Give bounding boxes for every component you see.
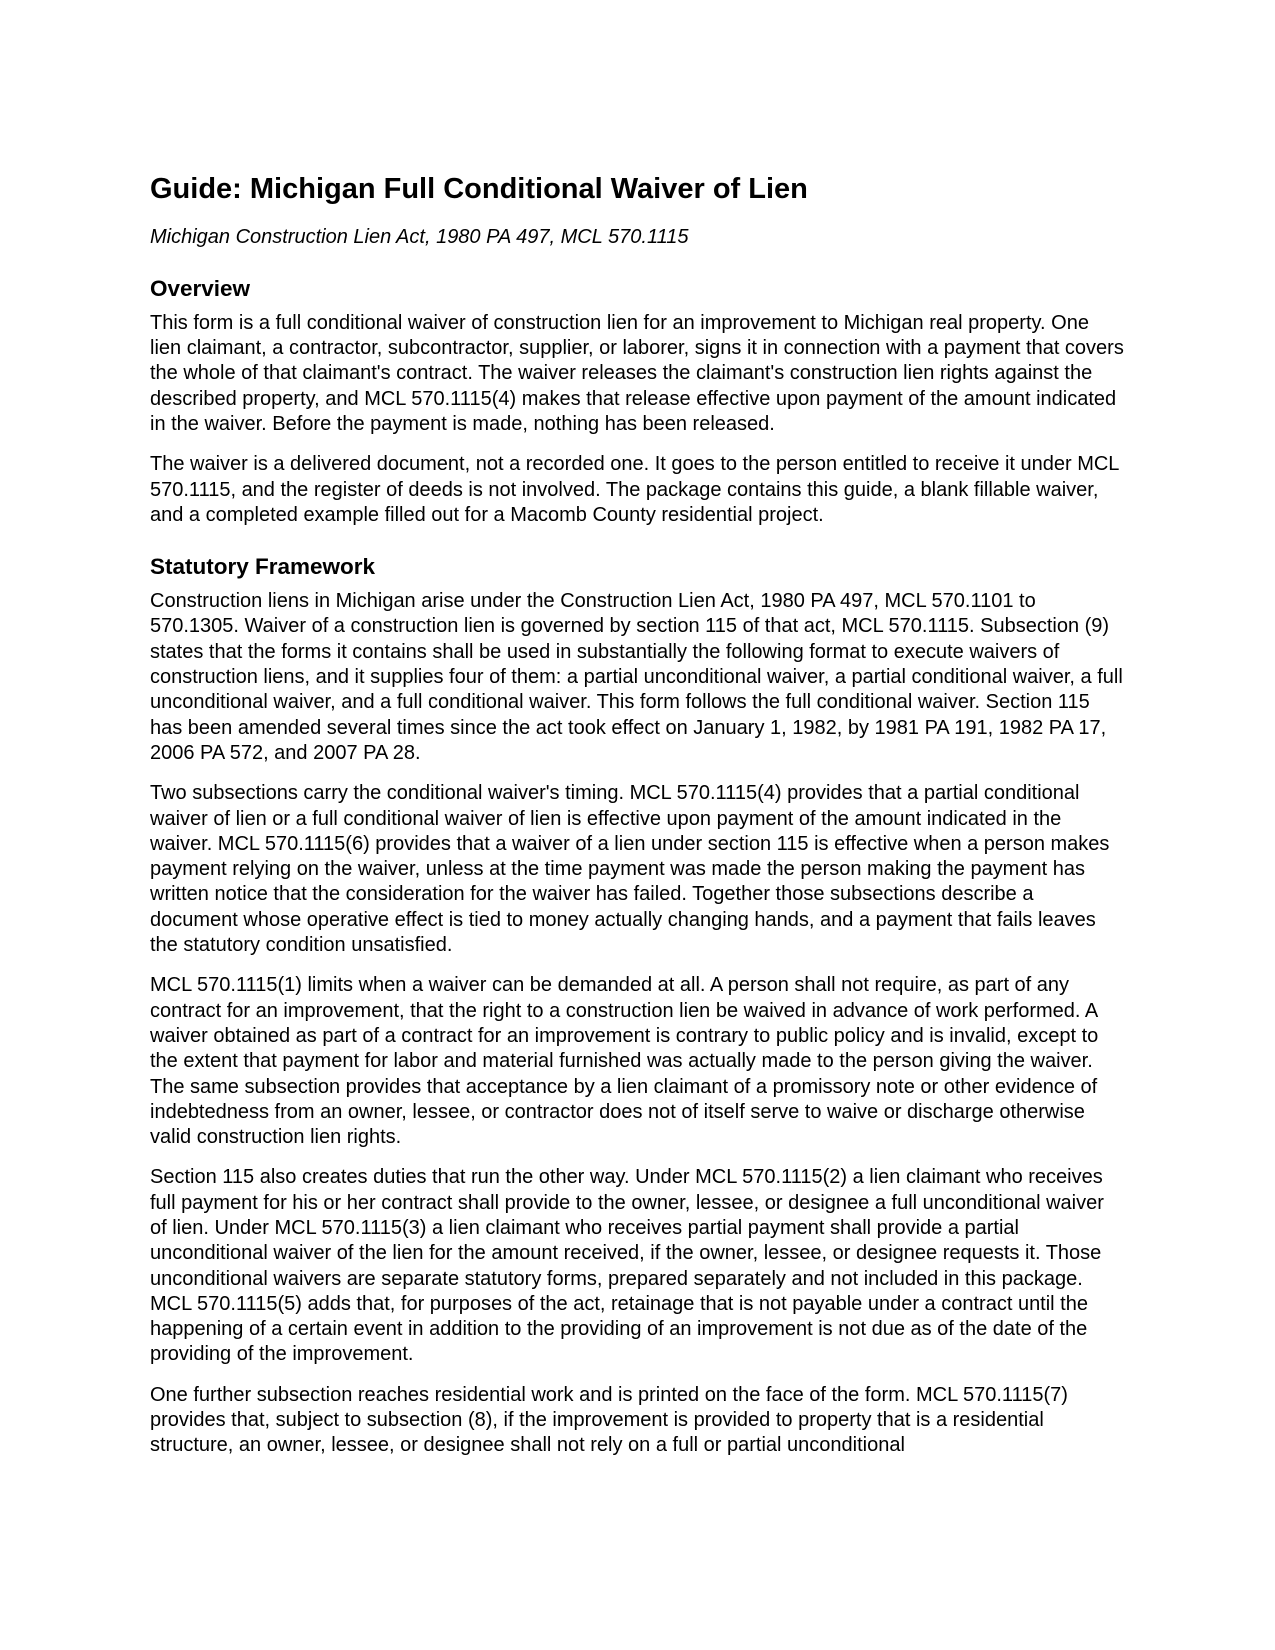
framework-paragraph: One further subsection reaches residential work and is printed on the face of the form. MCL 570.1115(7) provides that, subject to subsection (8), if the improvement is provided to property that is a residential structure, an owner, lessee, or designee shall not rely on a full or partial unconditional <box>150 1383 1068 1457</box>
framework-paragraph: Section 115 also creates duties that run the other way. Under MCL 570.1115(2) a lien claimant who receives full payment for his or her contract shall provide to the owner, lessee, or designee a full unconditional waiver of lien. Under MCL 570.1115(3) a lien claimant who receives partial payment shall provide a partial unconditional waiver of the lien for the amount received, if the owner, lessee, or designee requests it. Those unconditional waivers are separate statutory forms, prepared separately and not included in this package. MCL 570.1115(5) adds that, for purposes of the act, retainage that is not payable under a contract until the happening of a certain event in addition to the providing of an improvement is not due as of the date of the providing of the improvement. <box>150 1166 1104 1366</box>
framework-paragraph: MCL 570.1115(1) limits when a waiver can be demanded at all. A person shall not require, as part of any contract for an improvement, that the right to a construction lien be waived in advance of work performed. A waiver obtained as part of a contract for an improvement is contrary to public policy and is invalid, except to the extent that payment for labor and material furnished was actually made to the person giving the waiver. The same subsection provides that acceptance by a lien claimant of a promissory note or other evidence of indebtedness from an owner, lessee, or contractor does not of itself serve to waive or discharge otherwise valid construction lien rights. <box>150 974 1099 1149</box>
overview-section <box>150 275 1125 528</box>
framework-heading: Statutory Framework <box>150 554 376 580</box>
framework-section <box>150 553 1125 1459</box>
framework-paragraph: Construction liens in Michigan arise under the Construction Lien Act, 1980 PA 497, MCL 570.1101 to 570.1305. Waiver of a construction lien is governed by section 115 of that act, MCL 570.1115. Subsection (9) states that the forms it contains shall be used in substantially the following format to execute waivers of construction liens, and it supplies four of them: a partial unconditional waiver, a partial conditional waiver, a full unconditional waiver, and a full conditional waiver. This form follows the full conditional waiver. Section 115 has been amended several times since the act took effect on January 1, 1982, by 1981 PA 191, 1982 PA 17, 2006 PA 572, and 2007 PA 28. <box>150 590 1123 764</box>
overview-heading: Overview <box>150 275 251 301</box>
page-title: Guide: Michigan Full Conditional Waiver of Lien <box>150 173 808 205</box>
document-page <box>150 172 1125 1459</box>
overview-paragraph: This form is a full conditional waiver of construction lien for an improvement to Michigan real property. One lien claimant, a contractor, subcontractor, supplier, or laborer, signs it in connection with a payment that covers the whole of that claimant's contract. The waiver releases the claimant's construction lien rights against the described property, and MCL 570.1115(4) makes that release effective upon payment of the amount indicated in the waiver. Before the payment is made, nothing has been released. <box>150 311 1124 435</box>
framework-paragraph: Two subsections carry the conditional waiver's timing. MCL 570.1115(4) provides that a partial conditional waiver of lien or a full conditional waiver of lien is effective upon payment of the amount indicated in the waiver. MCL 570.1115(6) provides that a waiver of a lien under section 115 is effective when a person makes payment relying on the waiver, unless at the time payment was made the person making the payment has written notice that the consideration for the waiver has failed. Together those subsections describe a document whose operative effect is tied to money actually changing hands, and a payment that fails leaves the statutory condition unsatisfied. <box>150 782 1110 957</box>
overview-paragraph: The waiver is a delivered document, not a recorded one. It goes to the person entitled to receive it under MCL 570.1115, and the register of deeds is not involved. The package contains this guide, a blank fillable waiver, and a completed example filled out for a Macomb County residential project. <box>150 453 1119 526</box>
page-subtitle: Michigan Construction Lien Act, 1980 PA 497, MCL 570.1115 <box>150 225 689 248</box>
